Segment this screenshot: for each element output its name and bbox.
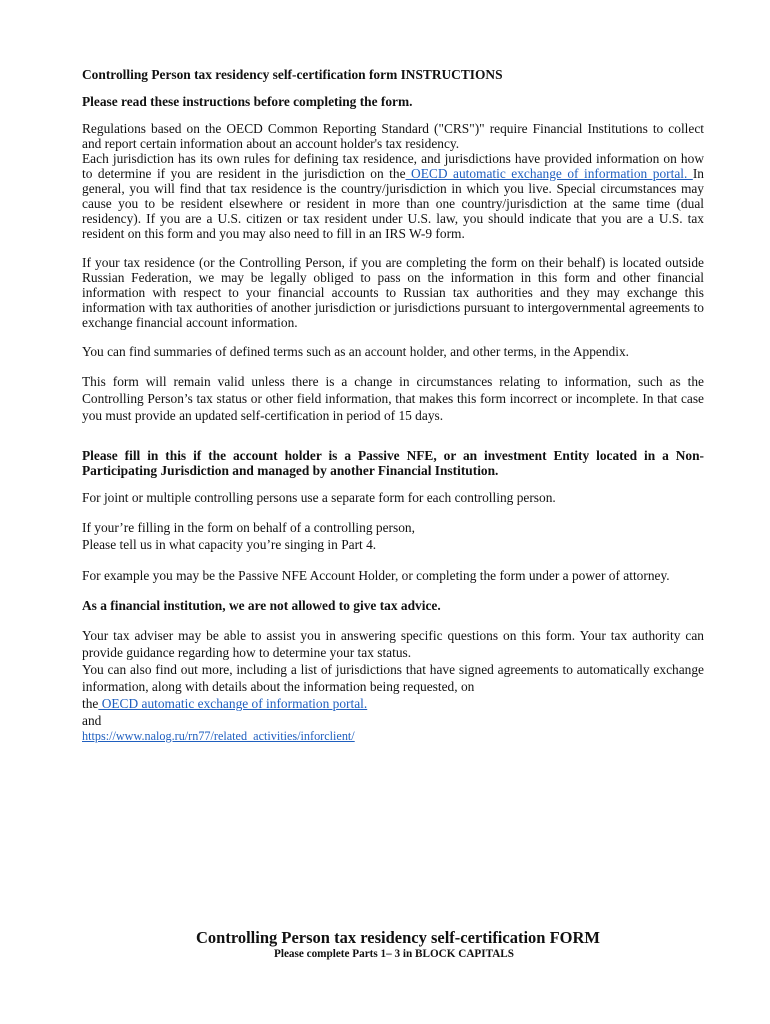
paragraph-form-validity: This form will remain valid unless there is a change in circumstances relating to information, such as the Controlling Person’s tax status or other field information, that makes this form incorrect or incomplete. In that case you must provide an updated self-certification in period of 15 days. [82,374,704,423]
oecd-portal-link-2[interactable]: OECD automatic exchange of information portal. [98,696,368,711]
oecd-portal-link[interactable]: OECD automatic exchange of information portal. [405,166,693,181]
paragraph-defined-terms: You can find summaries of defined terms such as an account holder, and other terms, in the Appendix. [82,344,629,359]
paragraph-example-capacity: For example you may be the Passive NFE Account Holder, or completing the form under a power of attorney. [82,568,670,583]
paragraph-text: In general, you will find that tax residence is the country/jurisdiction in which you live. Special circumstances may cause you to be resident elsewhere or resident in more than one country/jurisdiction at the same time (dual residency). If you are a U.S. citizen or tax resident under U.S. law, you should indicate that you are a U.S. tax resident on this form and you may also need to fill in an IRS W-9 form. [82,166,704,241]
paragraph-tax-adviser: Your tax adviser may be able to assist you in answering specific questions on this form. Your tax authority can provide guidance regarding how to determine your tax status. [82,628,704,660]
form-title: Controlling Person tax residency self-certification FORM [195,928,601,947]
paragraph-behalf-line1: If your’re filling in the form on behalf of a controlling person, [82,520,415,535]
passive-nfe-heading: Please fill in this if the account holder is a Passive NFE, or an investment Entity located in a Non-Participating Jurisdiction and managed by another Financial Institution. [82,448,704,478]
instructions-section [82,67,704,744]
paragraph-find-out-more: You can also find out more, including a list of jurisdictions that have signed agreements to automatically exchange information, along with details about the information being requested, on [82,662,704,694]
paragraph-portal-line [82,695,704,712]
nalog-link-line [82,729,704,744]
paragraph-joint-persons: For joint or multiple controlling persons use a separate form for each controlling person. [82,490,556,505]
paragraph-and: and [82,713,102,728]
paragraph-crs-intro: Regulations based on the OECD Common Reporting Standard ("CRS")" require Financial Institutions to collect and report certain information about an account holder's tax residency. [82,121,704,151]
paragraph-jurisdiction-rules [82,151,704,241]
paragraph-text: the [82,696,99,711]
form-subtitle: Please complete Parts 1– 3 in BLOCK CAPITALS [274,948,514,960]
nalog-link[interactable]: https://www.nalog.ru/rn77/related_activities/inforclient/ [82,729,355,743]
paragraph-behalf-line2: Please tell us in what capacity you’re singing in Part 4. [82,537,377,552]
paragraph-tax-residence-outside: If your tax residence (or the Controlling Person, if you are completing the form on their behalf) is located outside Russian Federation, we may be legally obliged to pass on the information in this form and other financial information with respect to your financial accounts to Russian tax authorities and they may exchange this information with tax authorities of another jurisdiction or jurisdictions pursuant to intergovernmental agreements to exchange financial account information. [82,255,704,330]
instructions-title: Controlling Person tax residency self-certification form INSTRUCTIONS [82,67,503,82]
paragraph-text: Each jurisdiction has its own rules for defining tax residence, and jurisdictions have provided information on how to determine if you are resident in the jurisdiction on the [82,151,704,181]
tax-advice-heading: As a financial institution, we are not allowed to give tax advice. [82,598,441,613]
read-first-note: Please read these instructions before completing the form. [82,94,413,109]
